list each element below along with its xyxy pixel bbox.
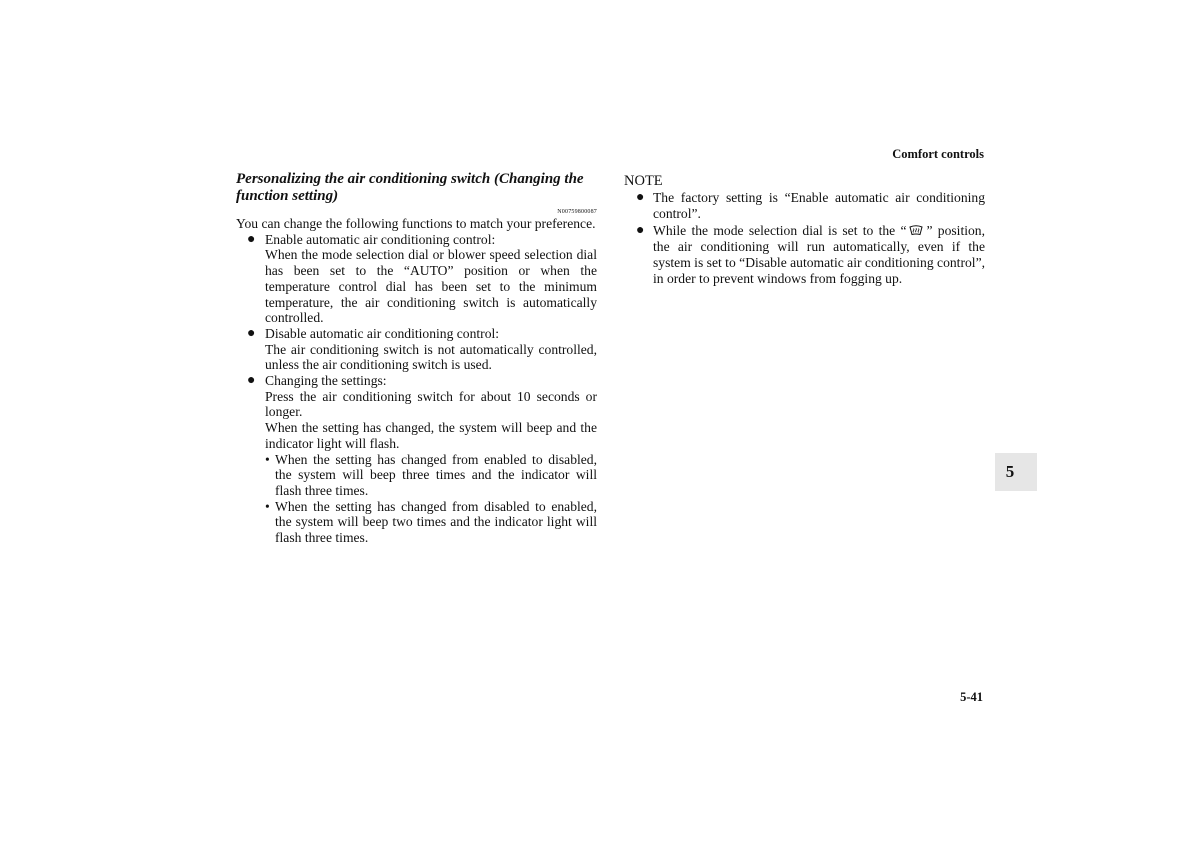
note-item	[624, 223, 985, 288]
bullet-dot: ●	[247, 325, 256, 341]
bullet-item	[236, 373, 597, 546]
note-text	[653, 223, 985, 288]
page-number: 5-41	[960, 690, 983, 704]
bullet-item	[236, 326, 597, 373]
bullet-dot: ●	[636, 222, 645, 238]
sub-bullet-item	[265, 499, 597, 546]
bullet-dot: ●	[636, 190, 645, 205]
right-column	[624, 173, 985, 288]
bullet-body: The air conditioning switch is not automatically controlled, unless the air conditioning switch is used.	[265, 341, 597, 373]
note-text: The factory setting is “Enable automatic air conditioning control”.	[653, 190, 985, 222]
left-column	[236, 171, 597, 546]
sub-bullet-text: When the setting has changed from disabled to enabled, the system will beep two times and the indicator light will flash three times.	[275, 498, 597, 546]
bullet-heading: Disable automatic air conditioning control:	[265, 325, 500, 341]
document-code: N00759800087	[557, 209, 597, 215]
note-item	[624, 190, 985, 223]
section-title: Personalizing the air conditioning switch (Changing the function setting)	[236, 171, 584, 204]
sub-bullet-text: When the setting has changed from enabled to disabled, the system will beep three times and the indicator will flash three times.	[275, 451, 597, 498]
sub-bullet-mark: •	[265, 498, 270, 514]
bullet-body: When the mode selection dial or blower speed selection dial has been set to the “AUTO” position or when the temperature control dial has been set to the minimum temperature, the air conditioning switch is automatically controlled.	[265, 247, 597, 326]
chapter-tab: 5	[995, 453, 1037, 491]
bullet-heading: Changing the settings:	[265, 373, 387, 389]
bullet-dot: ●	[247, 373, 256, 389]
bullet-dot: ●	[247, 231, 256, 247]
note-label: NOTE	[624, 173, 663, 189]
page-header: Comfort controls	[892, 147, 984, 161]
sub-bullet-mark: •	[265, 451, 270, 467]
sub-bullet-item	[265, 452, 597, 499]
windshield-defroster-icon	[909, 225, 923, 236]
bullet-heading: Enable automatic air conditioning control:	[265, 231, 496, 247]
bullet-body: Press the air conditioning switch for about 10 seconds or longer.	[265, 388, 597, 420]
bullet-item	[236, 232, 597, 326]
note-text-after: ” position, the air conditioning will run automatically, even if the system is set to “Disable automatic air conditioning control”, in order to prevent windows from fogging up.	[653, 222, 985, 287]
intro-paragraph: You can change the following functions to match your preference.	[236, 216, 596, 231]
note-text-before: While the mode selection dial is set to the “	[653, 222, 907, 238]
bullet-body: When the setting has changed, the system will beep and the indicator light will flash.	[265, 420, 597, 451]
